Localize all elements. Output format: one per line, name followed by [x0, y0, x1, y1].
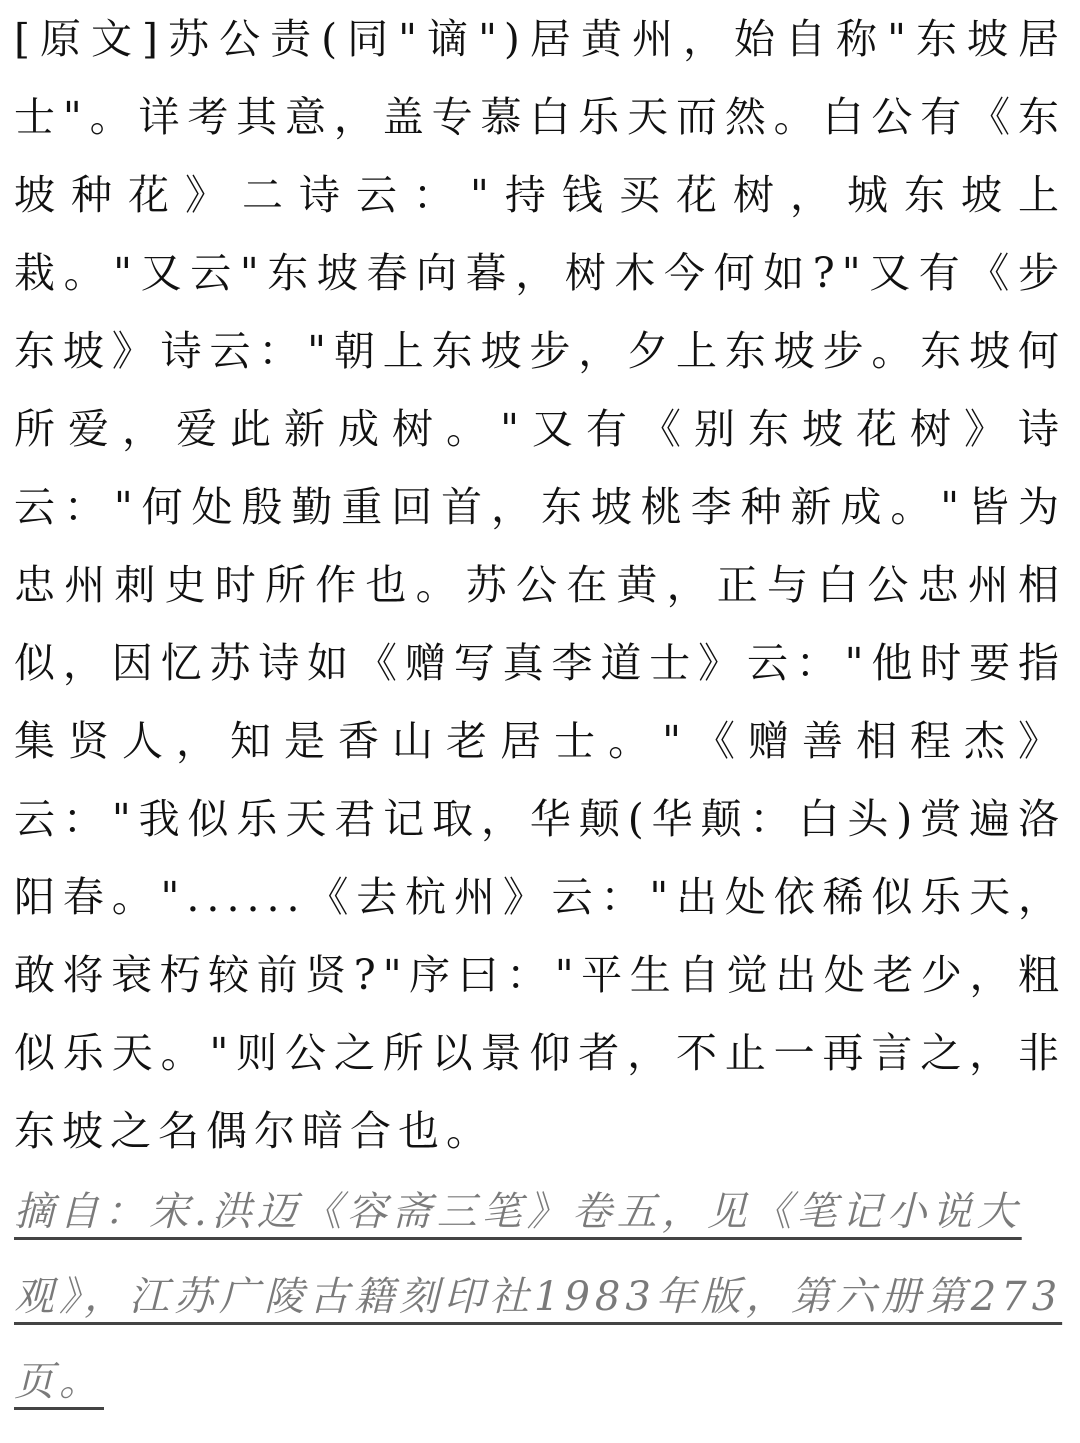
source-citation: [14, 1170, 1066, 1425]
source-citation-text: 摘自：宋.洪迈《容斋三笔》卷五，见《笔记小说大观》，江苏广陵古籍刻印社1983年版，第六册第273页。: [14, 1189, 1063, 1405]
document-page: [14, 0, 1066, 1405]
original-text-paragraph: [原文]苏公责(同"谪")居黄州，始自称"东坡居士"。详考其意，盖专慕白乐天而然。白公有《东坡种花》二诗云："持钱买花树，城东坡上栽。"又云"东坡春向暮，树木今何如?"又有《步东坡》诗云："朝上东坡步，夕上东坡步。东坡何所爱，爱此新成树。"又有《别东坡花树》诗云："何处殷勤重回首，东坡桃李种新成。"皆为忠州刺史时所作也。苏公在黄，正与白公忠州相似，因忆苏诗如《赠写真李道士》云："他时要指集贤人，知是香山老居士。"《赠善相程杰》云："我似乐天君记取，华颠(华颠：白头)赏遍洛阳春。"......《去杭州》云："出处依稀似乐天，敢将衰朽较前贤?"序曰："平生自觉出处老少，粗似乐天。"则公之所以景仰者，不止一再言之，非东坡之名偶尔暗合也。: [14, 15, 1066, 1155]
